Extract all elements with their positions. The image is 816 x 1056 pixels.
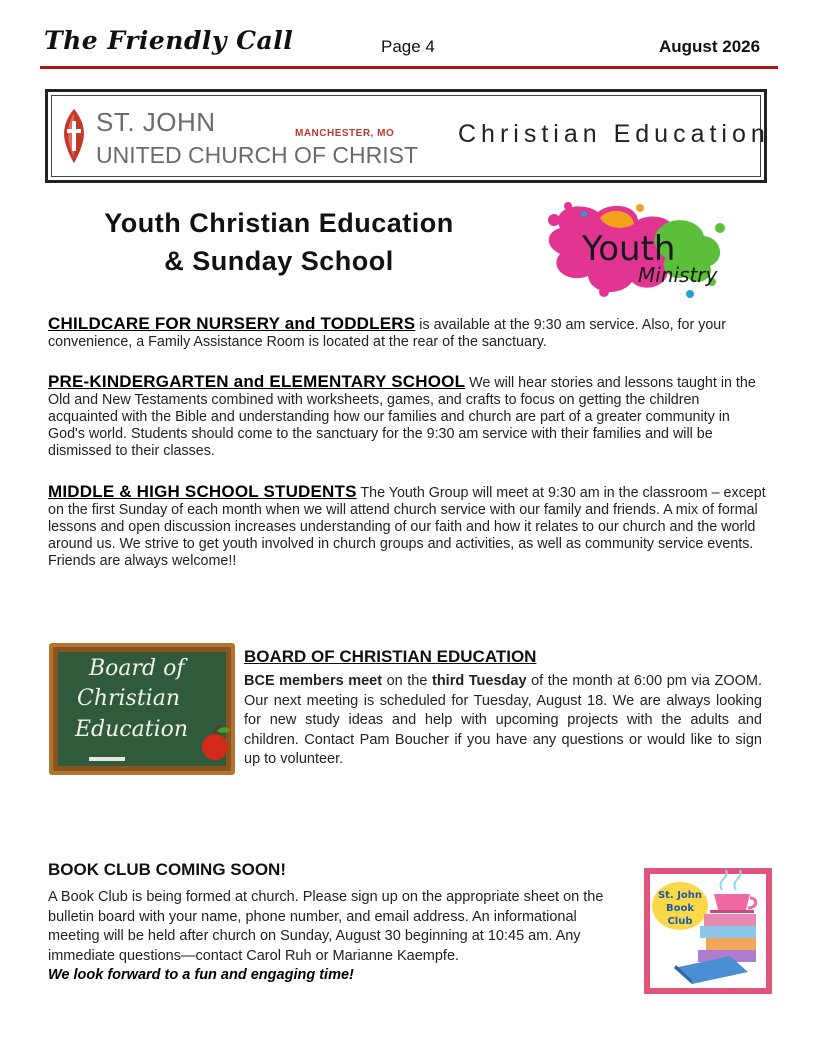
youth-ministry-graphic [540,198,732,302]
chalkboard-graphic [49,643,235,775]
section-title: Christian Education [458,120,770,148]
apple-icon [202,734,228,760]
book-image-text-line1: St. John [657,890,703,901]
board-heading: BOARD OF CHRISTIAN EDUCATION [244,647,537,666]
chalk-text-line2: Christian [77,686,181,711]
middle-high-text: The Youth Group will meet at 9:30 am in the classroom – except on the first Sunday of each month when we will attend church service with our family and friends. A mix of formal lessons and open discussion increases understanding of our faith and how it relates to our church and the world around us. We strive to get youth involved in church groups and activities, as well as community service events. Friends are always welcome!! [48,485,766,569]
book-club-text: A Book Club is being formed at church. Please sign up on the appropriate sheet on the bulletin board with your name, phone number, and email address. An informational meeting will be held after church on Sunday, August 30 beginning at 10:45 am. Any immediate questions—contact Carol Ruh or Marianne Kaempfe. [48,889,604,964]
graphic-word-youth: Youth [582,229,676,269]
middle-high-paragraph [48,483,768,570]
middle-high-heading: MIDDLE & HIGH SCHOOL STUDENTS [48,482,357,501]
ucc-logo-icon [60,107,88,165]
page-number: Page 4 [381,37,435,56]
childcare-paragraph [48,315,768,351]
board-text2: of the month at 6:00 pm via ZOOM. Our next meeting is scheduled for Tuesday, August 18. We are always looking for new study ideas and help with upcoming projects with the adults and children. Contact Pam Boucher if you have any questions or would like to sign up to volunteer. [244,673,763,767]
board-bold-tuesday: third Tuesday [432,673,527,689]
issue-date: August 2026 [659,37,761,56]
logo-church-name: ST. JOHN [96,107,216,137]
board-paragraph [244,672,762,770]
book-club-graphic [644,868,772,994]
book-club-paragraph [48,888,628,986]
prek-heading: PRE-KINDERGARTEN and ELEMENTARY SCHOOL [48,372,466,391]
chalk-text-line1: Board of [89,656,185,681]
teacup-icon [714,894,750,910]
logo-denomination: UNITED CHURCH OF CHRIST [96,142,418,168]
graphic-word-ministry: Ministry [638,263,718,287]
book-image-text-line3: Club [667,916,693,927]
header-divider [40,66,778,69]
book-image-text-line2: Book [665,903,695,914]
childcare-heading: CHILDCARE FOR NURSERY and TODDLERS [48,314,416,333]
newsletter-title: The Friendly Call [44,26,294,55]
prek-text: We will hear stories and lessons taught in the Old and New Testaments combined with worksheets, games, and crafts to focus on getting the children acquainted with the Bible and understanding how our families and church are part of a greater community in God's world. Students should come to the sanctuary for the 9:30 am service with their families and will be dismissed to their classes. [48,375,756,459]
logo-city: MANCHESTER, MO [295,128,395,139]
childcare-text: is available at the 9:30 am service. Also, for your convenience, a Family Assistance Room is located at the rear of the sanctuary. [48,317,727,350]
book-icon [704,914,756,926]
youth-heading [40,204,518,280]
book-club-heading: BOOK CLUB COMING SOON! [48,860,286,879]
youth-heading-line1: Youth Christian Education [104,208,454,238]
book-club-closing: We look forward to a fun and engaging time! [48,967,354,983]
prek-paragraph [48,373,768,460]
board-text1: on the [382,673,432,689]
board-bold-members: BCE members meet [244,673,383,689]
youth-heading-line2: & Sunday School [164,246,394,276]
chalk-text-line3: Education [75,717,189,742]
